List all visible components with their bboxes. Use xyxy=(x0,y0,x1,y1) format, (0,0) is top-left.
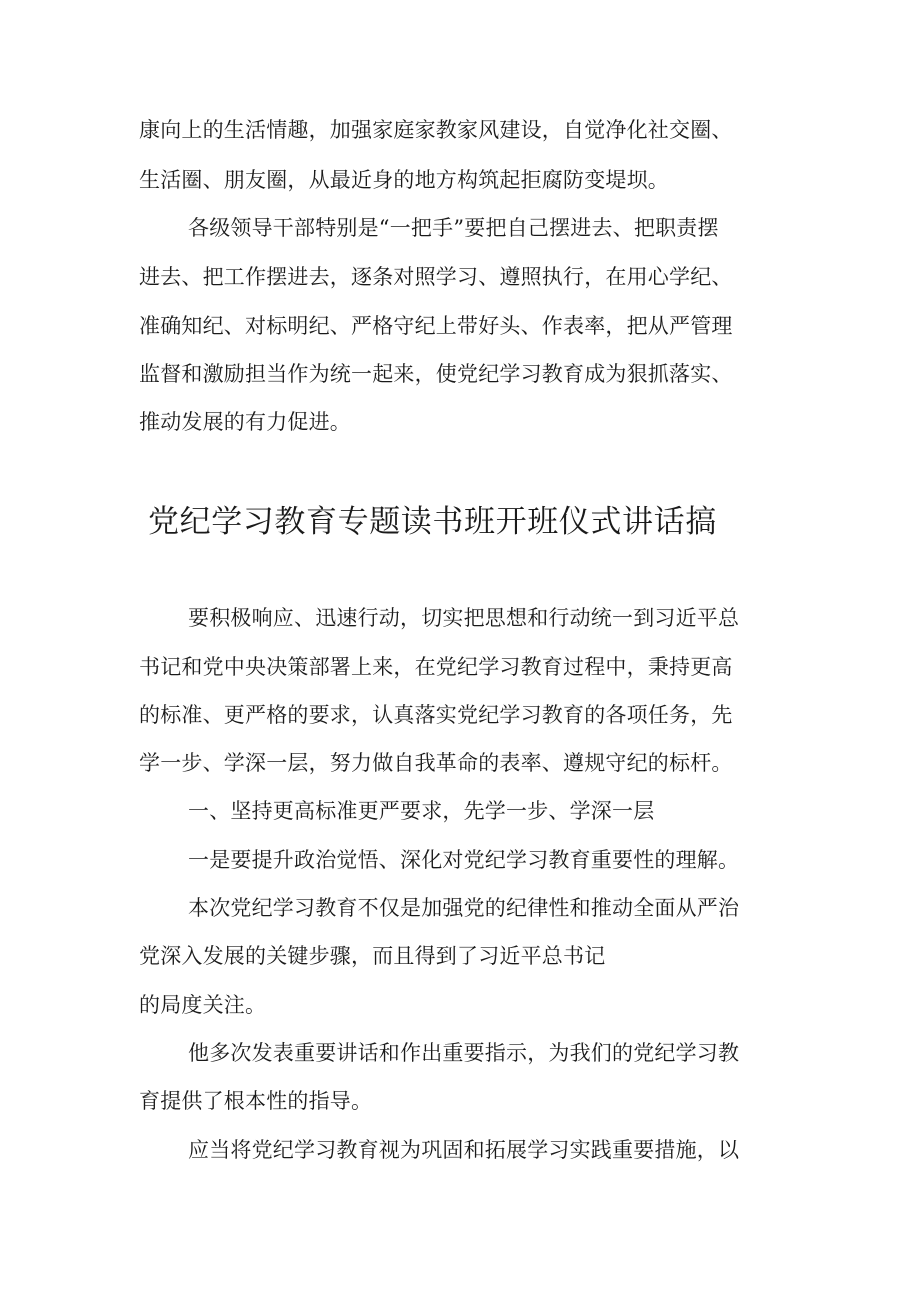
section-title: 党纪学习教育专题读书班开班仪式讲话搞 xyxy=(148,504,717,540)
paragraph-line: 各级领导干部特别是“一把手”要把自己摆进去、把职责摆 xyxy=(188,216,719,240)
section-heading: 一、坚持更高标准更严要求，先学一步、学深一层 xyxy=(188,799,655,823)
paragraph-line: 他多次发表重要讲话和作出重要指示，为我们的党纪学习教 xyxy=(188,1041,740,1065)
paragraph-line: 要积极响应、迅速行动，切实把思想和行动统一到习近平总 xyxy=(188,606,740,630)
paragraph-line: 进去、把工作摆进去，逐条对照学习、遵照执行，在用心学纪、 xyxy=(139,265,733,289)
paragraph-line: 育提供了根本性的指导。 xyxy=(139,1089,373,1113)
paragraph-line: 本次党纪学习教育不仅是加强党的纪律性和推动全面从严治 xyxy=(188,896,740,920)
paragraph-line: 书记和党中央决策部署上来，在党纪学习教育过程中，秉持更高 xyxy=(139,655,733,679)
paragraph-line: 应当将党纪学习教育视为巩固和拓展学习实践重要措施，以 xyxy=(188,1138,740,1162)
paragraph-line: 康向上的生活情趣，加强家庭家教家风建设，自觉净化社交圈、 xyxy=(139,118,733,142)
paragraph-line: 党深入发展的关键步骤，而且得到了习近平总书记 xyxy=(139,944,606,968)
paragraph-line: 生活圈、朋友圈，从最近身的地方构筑起拒腐防变堤坝。 xyxy=(139,168,669,192)
paragraph-line: 学一步、学深一层，努力做自我革命的表率、遵规守纪的标杆。 xyxy=(139,751,733,775)
paragraph-line: 一是要提升政治觉悟、深化对党纪学习教育重要性的理解。 xyxy=(188,848,740,872)
paragraph-line: 准确知纪、对标明纪、严格守纪上带好头、作表率，把从严管理 xyxy=(139,314,733,338)
paragraph-line: 监督和激励担当作为统一起来，使党纪学习教育成为狠抓落实、 xyxy=(139,362,733,386)
paragraph-line: 的局度关注。 xyxy=(139,993,267,1017)
paragraph-line: 推动发展的有力促进。 xyxy=(139,410,351,434)
paragraph-line: 的标准、更严格的要求，认真落实党纪学习教育的各项任务，先 xyxy=(139,703,733,727)
